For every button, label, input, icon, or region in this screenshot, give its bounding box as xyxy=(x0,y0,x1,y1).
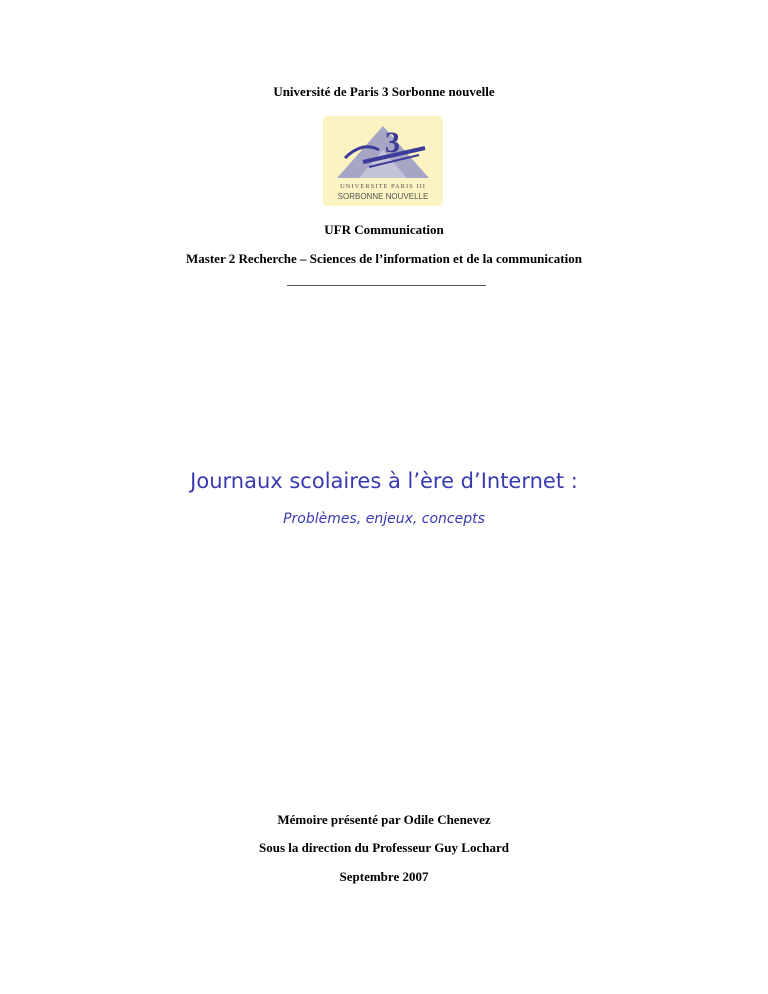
svg-text:3: 3 xyxy=(385,126,400,159)
header-divider xyxy=(287,285,486,286)
sorbonne-nouvelle-logo-icon xyxy=(323,116,443,206)
date-line: Septembre 2007 xyxy=(339,869,429,884)
program-name: Master 2 Recherche – Sciences de l’information et de la communication xyxy=(186,251,582,266)
director-line: Sous la direction du Professeur Guy Lochard xyxy=(259,840,509,855)
ufr-name: UFR Communication xyxy=(324,222,444,237)
document-title: Journaux scolaires à l’ère d’Internet : xyxy=(190,469,578,493)
university-name: Université de Paris 3 Sorbonne nouvelle xyxy=(273,84,495,99)
svg-text:UNIVERSITE PARIS III: UNIVERSITE PARIS III xyxy=(340,183,426,190)
author-line: Mémoire présenté par Odile Chenevez xyxy=(277,812,491,827)
university-logo xyxy=(323,116,443,206)
svg-text:SORBONNE NOUVELLE: SORBONNE NOUVELLE xyxy=(337,192,429,201)
document-subtitle: Problèmes, enjeux, concepts xyxy=(283,511,485,527)
